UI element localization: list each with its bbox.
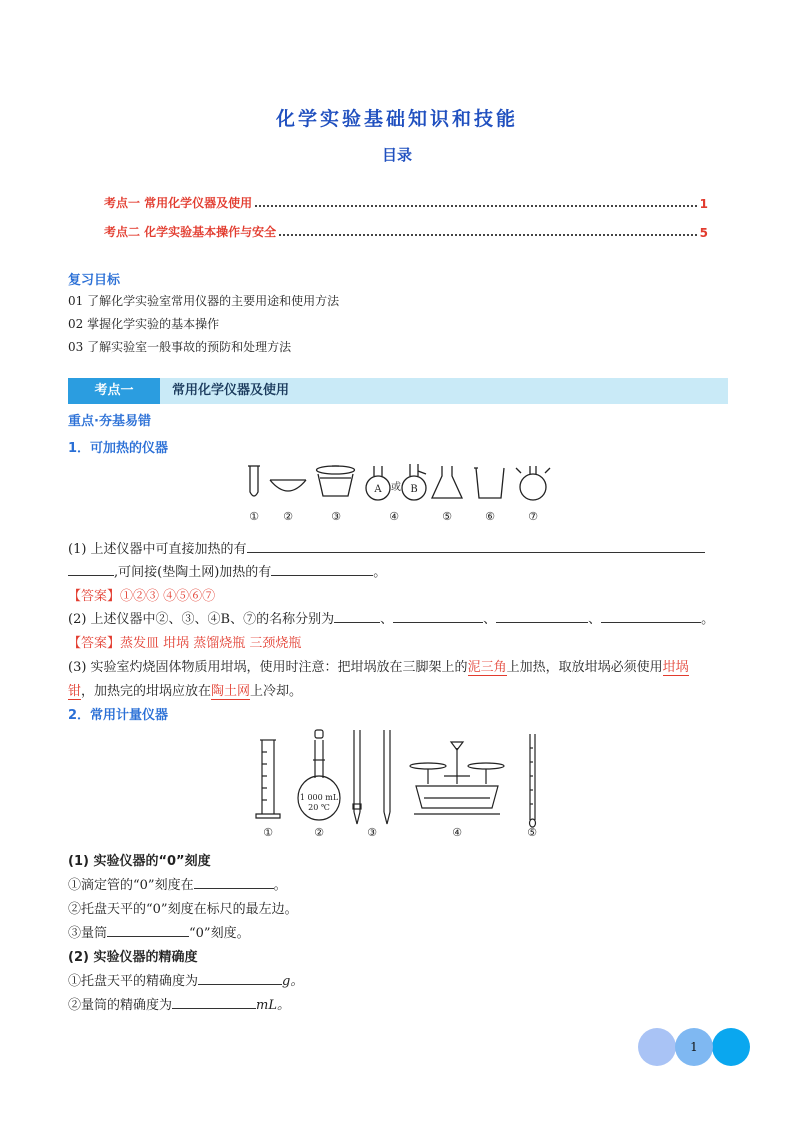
figure-label: ⑥: [485, 510, 495, 523]
conical-flask-icon: [432, 466, 462, 498]
beaker-icon: [474, 468, 504, 498]
answer-tag: 【答案】: [68, 589, 121, 604]
answer-blank[interactable]: [68, 561, 114, 576]
question-text: (1) 上述仪器中可直接加热的有: [68, 542, 247, 557]
question-text: ③量筒: [68, 926, 108, 941]
flask-a-label: A: [374, 484, 382, 495]
answer-blank[interactable]: [271, 561, 373, 576]
figure-label: ①: [263, 826, 273, 839]
toc-leader-dots: [279, 233, 696, 236]
figure-label: ⑤: [442, 510, 452, 523]
figure-label: ⑦: [528, 510, 538, 523]
answer-text: 蒸发皿 坩埚 蒸馏烧瓶 三颈烧瓶: [120, 636, 302, 651]
punctuation: 、: [380, 612, 394, 627]
heading-measuring-apparatus: 2．常用计量仪器: [68, 708, 169, 723]
three-neck-flask-icon: [516, 466, 550, 500]
answer-blank[interactable]: [393, 608, 483, 623]
base-burette-icon: [384, 730, 390, 824]
review-item: 02 掌握化学实验的基本操作: [68, 317, 220, 331]
punctuation: 。: [701, 612, 715, 627]
toc-entry-label: 考点二 化学实验基本操作与安全: [104, 225, 277, 239]
figure-label: ①: [249, 510, 259, 523]
question-text: “0”刻度。: [189, 926, 250, 941]
answer-text: 钳: [68, 684, 82, 699]
toc-heading: 目录: [381, 146, 412, 164]
figure-label: ②: [314, 826, 324, 839]
section-tag: 考点一: [68, 378, 160, 404]
punctuation: 、: [483, 612, 497, 627]
punctuation: 。: [373, 565, 387, 580]
answer-blank[interactable]: [247, 538, 705, 553]
flask-temperature-label: 20 ℃: [308, 803, 330, 812]
answer-text: 泥三角: [467, 660, 507, 675]
answer-blank[interactable]: [107, 922, 189, 937]
answer-blank[interactable]: [198, 970, 282, 985]
toc-entry-1[interactable]: [104, 194, 708, 211]
page-badge-decoration: [712, 1028, 750, 1066]
review-item: 01 了解化学实验室常用仪器的主要用途和使用方法: [68, 294, 340, 308]
page-number: 1: [675, 1028, 713, 1066]
unit-text: mL。: [256, 998, 290, 1013]
section-title: 常用化学仪器及使用: [172, 383, 290, 398]
answer-text: ①②③ ④⑤⑥⑦: [120, 589, 216, 604]
acid-burette-icon: [353, 730, 361, 824]
crucible-icon: [317, 466, 355, 496]
question-1: [68, 538, 705, 557]
evaporating-dish-icon: [270, 480, 306, 491]
key-points-heading: 重点·夯基易错: [68, 414, 151, 429]
question-text: ①滴定管的“0”刻度在: [68, 878, 194, 893]
question-text: ,可间接(垫陶土网)加热的有: [114, 565, 272, 580]
figure-label: ③: [367, 826, 377, 839]
answer-blank[interactable]: [334, 608, 380, 623]
figure-label: ③: [331, 510, 341, 523]
toc-entry-page: 5: [699, 226, 708, 240]
question-text: (2) 上述仪器中②、③、④B、⑦的名称分别为: [68, 612, 335, 627]
punctuation: 、: [588, 612, 602, 627]
review-heading: 复习目标: [68, 273, 121, 288]
flask-capacity-label: 1 000 mL: [299, 793, 339, 802]
zero-scale-item-2: ②托盘天平的“0”刻度在标尺的最左边。: [68, 902, 298, 917]
zero-scale-heading: (1) 实验仪器的“0”刻度: [68, 854, 211, 869]
punctuation: 。: [273, 878, 287, 893]
question-3: [68, 656, 689, 675]
figure-label: ④: [389, 510, 399, 523]
document-title: 化学实验基础知识和技能: [275, 108, 518, 130]
precision-item-1: [68, 970, 303, 989]
figure-label: ②: [283, 510, 293, 523]
measuring-apparatus-figure: [254, 728, 546, 840]
answer-text: 坩埚: [662, 660, 689, 675]
review-item: 03 了解实验室一般事故的预防和处理方法: [68, 340, 292, 354]
precision-item-2: [68, 994, 290, 1013]
precision-heading: (2) 实验仪器的精确度: [68, 950, 198, 965]
question-text: 上加热，取放坩埚必须使用: [506, 660, 663, 675]
answer-tag: 【答案】: [68, 636, 121, 651]
platform-balance-icon: [410, 742, 504, 814]
answer-1: [68, 585, 215, 604]
test-tube-icon: [250, 466, 258, 496]
answer-blank[interactable]: [172, 994, 256, 1009]
question-3-cont: [68, 680, 302, 699]
question-1-cont: [68, 561, 386, 580]
toc-leader-dots: [255, 204, 696, 207]
answer-blank[interactable]: [601, 608, 701, 623]
heatable-apparatus-figure: [236, 460, 560, 526]
thermometer-icon: [530, 734, 536, 827]
unit-text: g。: [282, 974, 304, 989]
answer-blank[interactable]: [496, 608, 588, 623]
question-text: ①托盘天平的精确度为: [68, 974, 199, 989]
figure-label: ⑤: [527, 826, 537, 839]
question-text: 上冷却。: [250, 684, 303, 699]
page-badge-decoration: [638, 1028, 676, 1066]
answer-blank[interactable]: [194, 874, 274, 889]
graduated-cylinder-icon: [256, 740, 280, 818]
flask-or-label: 或: [391, 482, 401, 493]
question-text: (3) 实验室灼烧固体物质用坩埚，使用时注意：把坩埚放在三脚架上的: [68, 660, 468, 675]
answer-2: [68, 632, 301, 651]
toc-entry-label: 考点一 常用化学仪器及使用: [104, 196, 253, 210]
heading-heatable-apparatus: 1．可加热的仪器: [68, 441, 169, 456]
figure-label: ④: [452, 826, 462, 839]
flask-b-label: B: [410, 484, 418, 495]
question-text: ，加热完的坩埚应放在: [81, 684, 212, 699]
question-text: ②量筒的精确度为: [68, 998, 173, 1013]
answer-text: 陶土网: [211, 684, 251, 699]
toc-entry-page: 1: [699, 197, 708, 211]
question-2: [68, 608, 714, 627]
toc-entry-2[interactable]: [104, 223, 708, 240]
section-banner: [68, 378, 728, 404]
zero-scale-item-3: [68, 922, 250, 941]
zero-scale-item-1: [68, 874, 287, 893]
